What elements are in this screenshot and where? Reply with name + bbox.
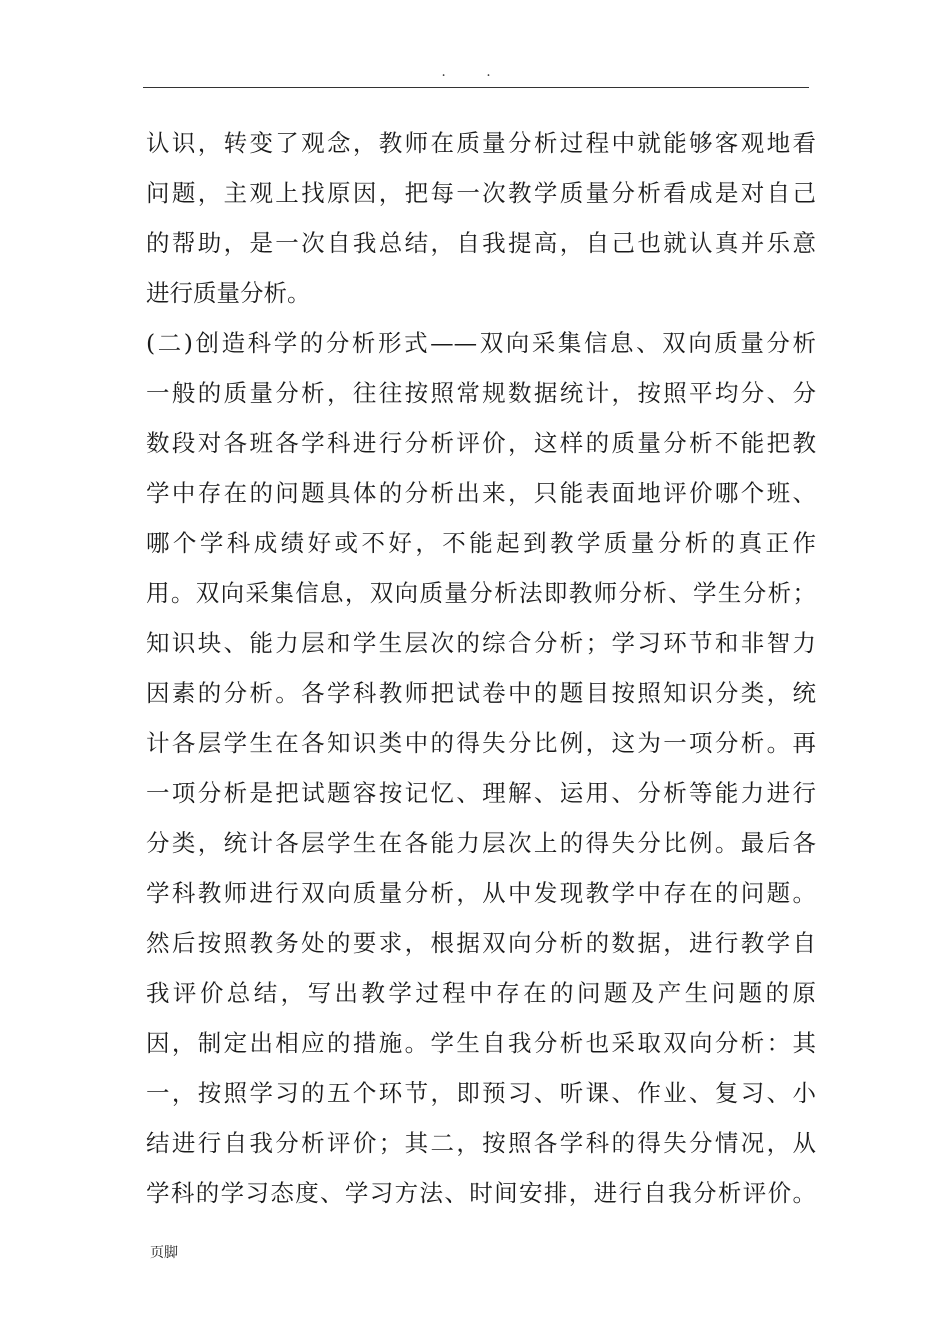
text-line: 一般的质量分析，往往按照常规数据统计，按照平均分、分 (146, 379, 816, 407)
text-line: 的帮助，是一次自我总结，自我提高，自己也就认真并乐意 (146, 229, 816, 257)
text-line: 用。双向采集信息，双向质量分析法即教师分析、学生分析； (146, 579, 816, 607)
text-line: 学科的学习态度、学习方法、时间安排，进行自我分析评价。 (146, 1179, 816, 1207)
text-line: 因，制定出相应的措施。学生自我分析也采取双向分析：其 (146, 1029, 816, 1057)
text-line: 进行质量分析。 (146, 279, 311, 307)
page-footer: 页脚 (150, 1245, 178, 1261)
section-heading: (二)创造科学的分析形式——双向采集信息、双向质量分析 (146, 329, 816, 357)
header-rule (143, 87, 809, 88)
text-line: 一项分析是把试题容按记忆、理解、运用、分析等能力进行 (146, 779, 816, 807)
text-line: 哪个学科成绩好或不好，不能起到教学质量分析的真正作 (146, 529, 816, 557)
text-line: 知识块、能力层和学生层次的综合分析；学习环节和非智力 (146, 629, 816, 657)
text-line: 问题，主观上找原因，把每一次教学质量分析看成是对自己 (146, 179, 816, 207)
text-line: 计各层学生在各知识类中的得失分比例，这为一项分析。再 (146, 729, 816, 757)
text-line: 因素的分析。各学科教师把试卷中的题目按照知识分类，统 (146, 679, 816, 707)
text-line: 结进行自我分析评价；其二，按照各学科的得失分情况，从 (146, 1129, 816, 1157)
text-line: 数段对各班各学科进行分析评价，这样的质量分析不能把教 (146, 429, 816, 457)
header-dots: . . (441, 64, 509, 80)
text-line: 认识，转变了观念，教师在质量分析过程中就能够客观地看 (146, 129, 816, 157)
body-text (146, 118, 816, 1218)
text-line: 学科教师进行双向质量分析，从中发现教学中存在的问题。 (146, 879, 816, 907)
text-line: 分类，统计各层学生在各能力层次上的得失分比例。最后各 (146, 829, 816, 857)
text-line: 然后按照教务处的要求，根据双向分析的数据，进行教学自 (146, 929, 816, 957)
text-line: 学中存在的问题具体的分析出来，只能表面地评价哪个班、 (146, 479, 816, 507)
text-line: 一，按照学习的五个环节，即预习、听课、作业、复习、小 (146, 1079, 816, 1107)
text-line: 我评价总结，写出教学过程中存在的问题及产生问题的原 (146, 979, 816, 1007)
